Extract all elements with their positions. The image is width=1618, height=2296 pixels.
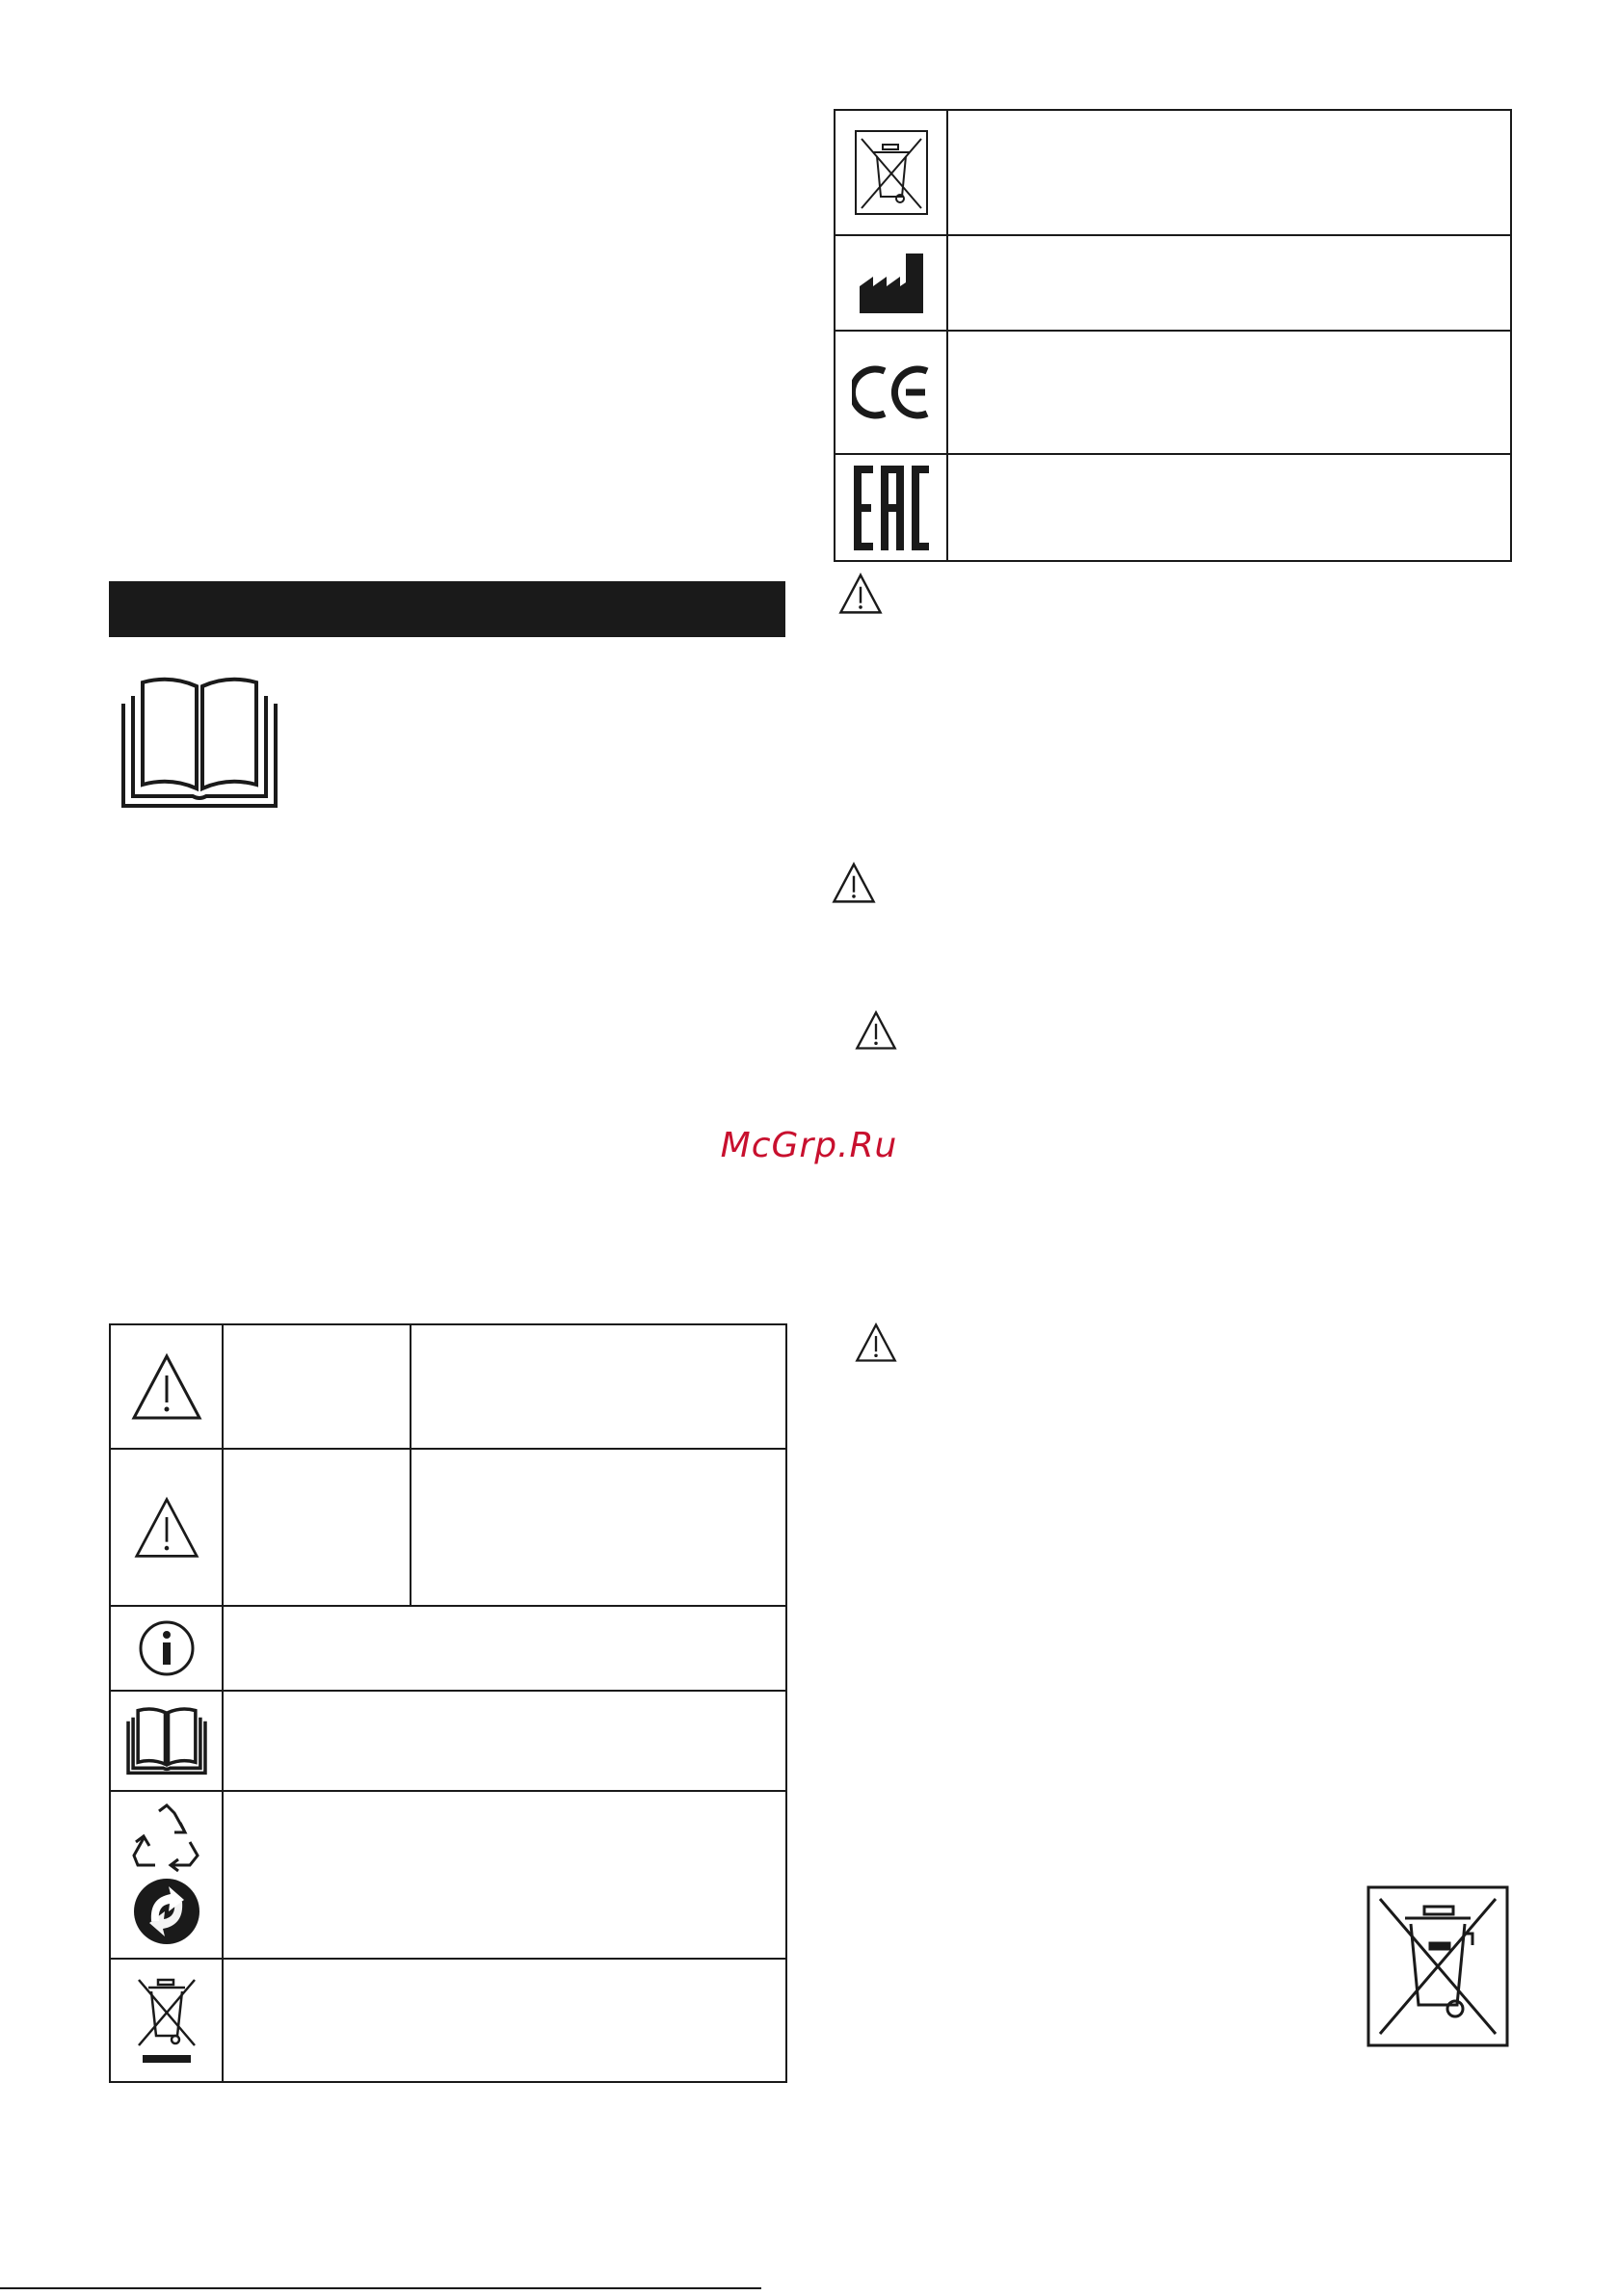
table-row bbox=[110, 1691, 786, 1791]
symbols-table-right bbox=[834, 109, 1512, 562]
symbols-table-left bbox=[109, 1323, 787, 2083]
table-row bbox=[835, 331, 1511, 454]
green-dot-icon bbox=[111, 1875, 222, 1948]
crossed-out-wheelie-bin-icon bbox=[111, 1974, 222, 2067]
symbol-term-cell bbox=[223, 1449, 411, 1606]
symbol-cell bbox=[110, 1791, 223, 1959]
symbol-description-cell bbox=[223, 1691, 786, 1791]
warning-triangle-icon bbox=[855, 1322, 897, 1367]
manufacturer-factory-icon bbox=[836, 252, 946, 315]
table-row bbox=[110, 1606, 786, 1691]
section-heading-bar bbox=[109, 581, 785, 637]
symbol-cell bbox=[110, 1691, 223, 1791]
symbol-cell bbox=[835, 235, 947, 331]
symbol-term-cell bbox=[223, 1324, 411, 1449]
watermark-text: McGrp.Ru bbox=[720, 1126, 898, 1165]
warning-triangle-icon bbox=[832, 862, 876, 908]
symbol-description-cell bbox=[223, 1791, 786, 1959]
symbol-description-cell bbox=[411, 1324, 786, 1449]
table-row bbox=[110, 1791, 786, 1959]
symbol-cell bbox=[110, 1324, 223, 1449]
warning-triangle-icon bbox=[838, 573, 883, 619]
symbol-description-cell bbox=[411, 1449, 786, 1606]
table-row bbox=[110, 1449, 786, 1606]
warning-triangle-icon bbox=[855, 1010, 897, 1055]
table-row bbox=[835, 454, 1511, 561]
symbol-cell bbox=[835, 110, 947, 235]
symbol-cell bbox=[110, 1959, 223, 2082]
open-book-manual-icon bbox=[118, 675, 281, 814]
crossed-out-wheelie-bin-icon bbox=[1366, 1885, 1509, 2051]
ce-mark-icon bbox=[836, 363, 946, 421]
recycle-arrows-icon bbox=[111, 1802, 222, 1875]
table-row bbox=[835, 110, 1511, 235]
symbol-cell bbox=[835, 331, 947, 454]
symbol-cell bbox=[110, 1606, 223, 1691]
warning-triangle-icon bbox=[111, 1352, 222, 1422]
info-circle-icon bbox=[111, 1619, 222, 1677]
symbol-cell bbox=[835, 454, 947, 561]
crossed-out-wheelie-bin-icon bbox=[836, 129, 946, 216]
symbol-description-cell bbox=[947, 454, 1511, 561]
symbol-description-cell bbox=[947, 331, 1511, 454]
table-row bbox=[835, 235, 1511, 331]
symbol-description-cell bbox=[947, 110, 1511, 235]
footer-rule bbox=[0, 2287, 761, 2289]
symbol-cell bbox=[110, 1449, 223, 1606]
symbol-description-cell bbox=[223, 1606, 786, 1691]
table-row bbox=[110, 1324, 786, 1449]
warning-triangle-icon bbox=[111, 1496, 222, 1560]
eac-mark-icon bbox=[836, 464, 946, 552]
table-row bbox=[110, 1959, 786, 2082]
open-book-manual-icon bbox=[111, 1706, 222, 1775]
symbol-description-cell bbox=[223, 1959, 786, 2082]
symbol-description-cell bbox=[947, 235, 1511, 331]
